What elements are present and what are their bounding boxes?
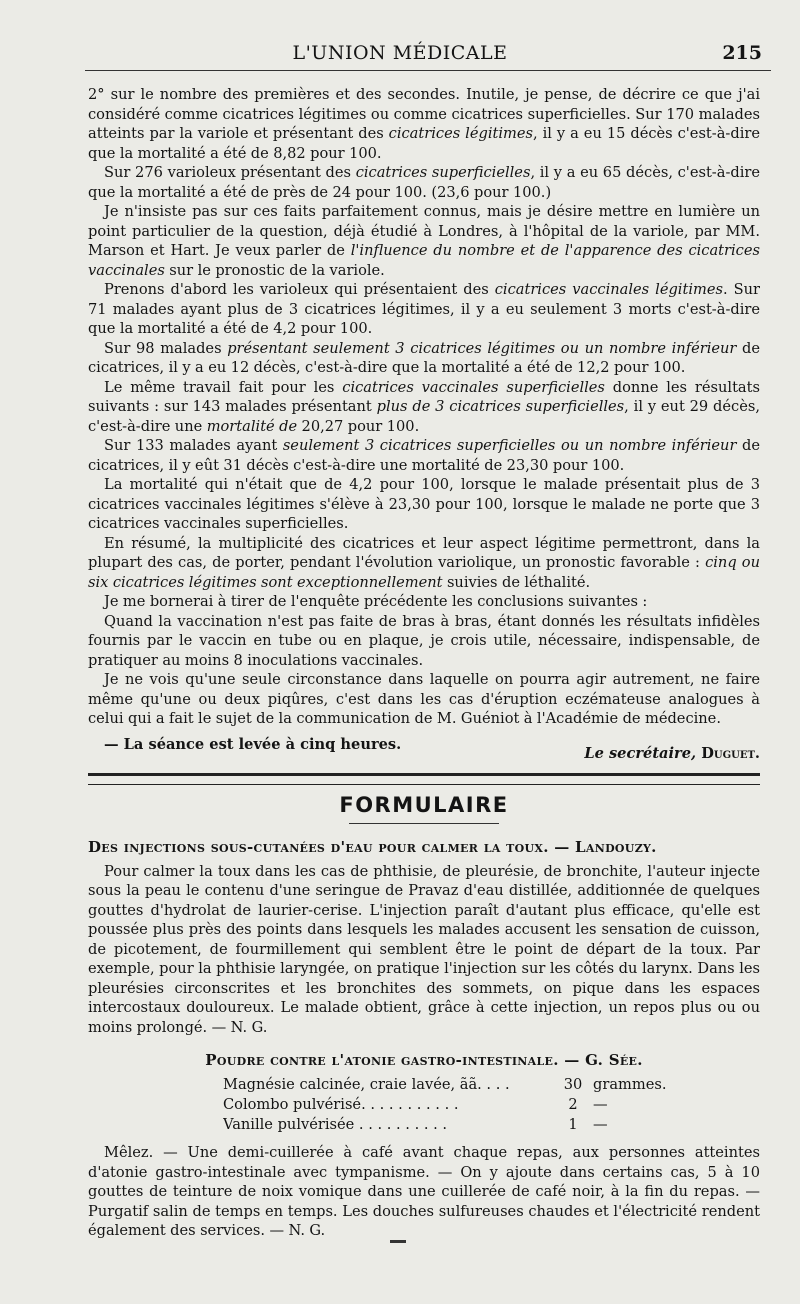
seance-closing [88, 733, 760, 762]
recipe-table [223, 1075, 760, 1135]
text-run: , il y eut 29 décès, c'est-à-dire une [88, 398, 760, 435]
recipe-quantity: 30 [563, 1076, 583, 1093]
signature [584, 745, 760, 762]
section-divider [88, 773, 760, 785]
text-run: 20,27 pour 100. [297, 417, 420, 435]
body-paragraph [88, 475, 760, 534]
body-paragraph [88, 612, 760, 671]
recipe-ingredient: Magnésie calcinée, craie lavée, ãã. . . . [223, 1076, 510, 1093]
page-number: 215 [722, 42, 762, 64]
article-heading-landouzy: Des injections sous-cutanées d'eau pour calmer la toux. — Landouzy. [88, 837, 657, 856]
italic-text: présentant seulement 3 cicatrices légitimes ou un nombre inférieur [227, 339, 737, 357]
text-run: En résumé, la multiplicité des cicatrices et leur aspect légitime permettront, dans la plupart des cas, de porter, pendant l'évolution variolique, un pronostic favorable : [88, 534, 760, 571]
body-paragraph [88, 436, 760, 475]
italic-text: mortalité de [206, 417, 298, 435]
body-paragraph [88, 670, 760, 729]
recipe-row [223, 1095, 760, 1115]
text-run: Je n'insiste pas sur ces faits parfaitement connus, mais je désire mettre en lumière un point particulier de la question, déjà étudié à Londres, à l'hôpital de la variole, par MM. Marson et Hart. Je veux parler de [88, 203, 760, 259]
text-run: sur le pronostic de la variole. [164, 261, 385, 279]
text-run: . Sur 71 malades ayant plus de 3 cicatrices légitimes, il y a eu seulement 3 morts c'est-à-dire que la mortalité a été de 4,2 pour 100. [88, 281, 761, 337]
text-run: suivies de léthalité. [442, 573, 591, 591]
text-column [88, 85, 760, 1241]
article-text-see [88, 1143, 760, 1241]
text-run: , il y a eu 15 décès c'est-à-dire que la mortalité a été de 8,82 pour 100. [88, 125, 760, 162]
recipe-unit: grammes. [593, 1076, 667, 1093]
italic-text: cicatrices superficielles [355, 164, 531, 181]
article-text-landouzy [88, 862, 760, 1038]
body-paragraph [88, 339, 760, 378]
text-run: Pour calmer la toux dans les cas de phthisie, de pleurésie, de bronchite, l'auteur injecte sous la peau le contenu d'une seringue de Pravaz d'eau distillée, additionnée de quelques gouttes d'hydrolat de laurier-cerise. L'injection paraît d'autant plus efficace, qu'elle est poussée plus près des points dans lesquels les malades accusent les sensation de cuisson, de picotement, de fourmillement qui semblent être le point de départ de la toux. Par exemple, pour la phthisie laryngée, on pratique l'injection sur les côtés du larynx. Dans les pleurésies circonscrites et les bronchites des sommets, on pique dans les espaces intercostaux douloureux. Le malade obtient, grâce à cette injection, un repos plus ou ou moins prolongé. — N. G. [88, 862, 760, 1036]
text-run: de cicatrices, il y a eu 12 décès, c'est-à-dire que la mortalité a été de 12,2 pour 100. [88, 339, 760, 376]
italic-text: cicatrices légitimes [388, 125, 533, 142]
formulaire-title-rule [349, 823, 499, 824]
text-run: de cicatrices, il y eût 31 décès c'est-à-dire une mortalité de 23,30 pour 100. [88, 437, 760, 474]
text-run: Sur 98 malades [104, 339, 228, 357]
text-run: La mortalité qui n'était que de 4,2 pour 100, lorsque le malade présentait plus de 3 cicatrices vaccinales légitimes s'élève à 23,30 pour 100, lorsque le malade ne porte que 3 cicatrices vaccinales superficielles. [88, 476, 760, 532]
text-run: 2° sur le nombre des premières et des secondes. Inutile, je pense, de décrire ce que j'ai considéré comme cicatrices légitimes ou comme cicatrices superficielles. Sur 170 malades atteints par la variole et présentant des [88, 86, 760, 142]
seance-closing-text: — La séance est levée à cinq heures. [104, 735, 402, 753]
running-title: L'UNION MÉDICALE [292, 42, 508, 64]
body-paragraph [88, 280, 760, 339]
recipe-row [223, 1075, 760, 1095]
body-paragraph [88, 592, 760, 612]
signature-role: Le secrétaire, [584, 744, 697, 762]
text-run: Je me bornerai à tirer de l'enquête précédente les conclusions suivantes : [104, 593, 648, 610]
italic-text: plus de 3 cicatrices superficielles [376, 398, 625, 415]
article-heading-see: Poudre contre l'atonie gastro-intestinale. — G. Sée. [205, 1051, 643, 1069]
recipe-row [223, 1115, 760, 1135]
text-run: Prenons d'abord les varioleux qui présentaient des [104, 281, 495, 298]
formulaire-title: FORMULAIRE [339, 792, 509, 817]
text-run: Sur 133 malades ayant [104, 437, 283, 454]
body-paragraph [88, 378, 760, 437]
italic-text: seulement 3 cicatrices superficielles ou un nombre inférieur [282, 437, 737, 454]
recipe-unit: — [593, 1096, 608, 1113]
body-paragraph [88, 534, 760, 593]
italic-text: cicatrices vaccinales superficielles [342, 378, 605, 396]
text-run: Mêlez. — Une demi-cuillerée à café avant chaque repas, aux personnes atteintes d'atonie gastro-intestinale avec tympanisme. — On y ajoute dans certains cas, 5 à 10 gouttes de teinture de noix vomique dans une cuillerée de café noir, à la fin du repas. — Purgatif salin de temps en temps. Les douches sulfureuses chaudes et l'électricité rendent également des services. — N. G. [88, 1144, 760, 1239]
recipe-quantity: 2 [568, 1096, 578, 1113]
text-run: Quand la vaccination n'est pas faite de bras à bras, étant donnés les résultats infidèles fournis par le vaccin en tube ou en plaque, je crois utile, nécessaire, indispensable, de pratiquer au moins 8 inoculations vaccinales. [88, 612, 760, 669]
recipe-ingredient: Vanille pulvérisée . . . . . . . . . . [223, 1116, 448, 1133]
text-run: Sur 276 varioleux présentant des [104, 164, 356, 181]
text-run: donne les résultats suivants : sur 143 malades présentant [88, 378, 760, 415]
body-text [88, 85, 760, 729]
recipe-quantity: 1 [568, 1116, 578, 1133]
recipe-ingredient: Colombo pulvérisé. . . . . . . . . . . [223, 1096, 459, 1113]
italic-text: cicatrices vaccinales légitimes [494, 281, 723, 298]
recipe-unit: — [593, 1116, 608, 1133]
body-paragraph [88, 85, 760, 163]
text-run: Je ne vois qu'une seule circonstance dans laquelle on pourra agir autrement, ne faire même qu'une ou deux piqûres, c'est dans les cas d'éruption eczémateuse analogues à celui qui a fait le sujet de la communication de M. Guéniot à l'Académie de médecine. [88, 671, 760, 727]
header-rule [85, 70, 771, 71]
text-run: Le même travail fait pour les [104, 378, 343, 396]
signature-name: Duguet. [701, 744, 760, 762]
italic-text: l'influence du nombre et de l'apparence des cicatrices vaccinales [88, 242, 760, 279]
page-header [0, 42, 800, 70]
italic-text: cinq ou six cicatrices légitimes sont exceptionnellement [88, 554, 760, 591]
printer-mark [390, 1240, 406, 1243]
text-run: , il y a eu 65 décès, c'est-à-dire que la mortalité a été de près de 24 pour 100. (23,6 pour 100.) [88, 164, 760, 201]
body-paragraph [88, 163, 760, 202]
body-paragraph [88, 202, 760, 280]
